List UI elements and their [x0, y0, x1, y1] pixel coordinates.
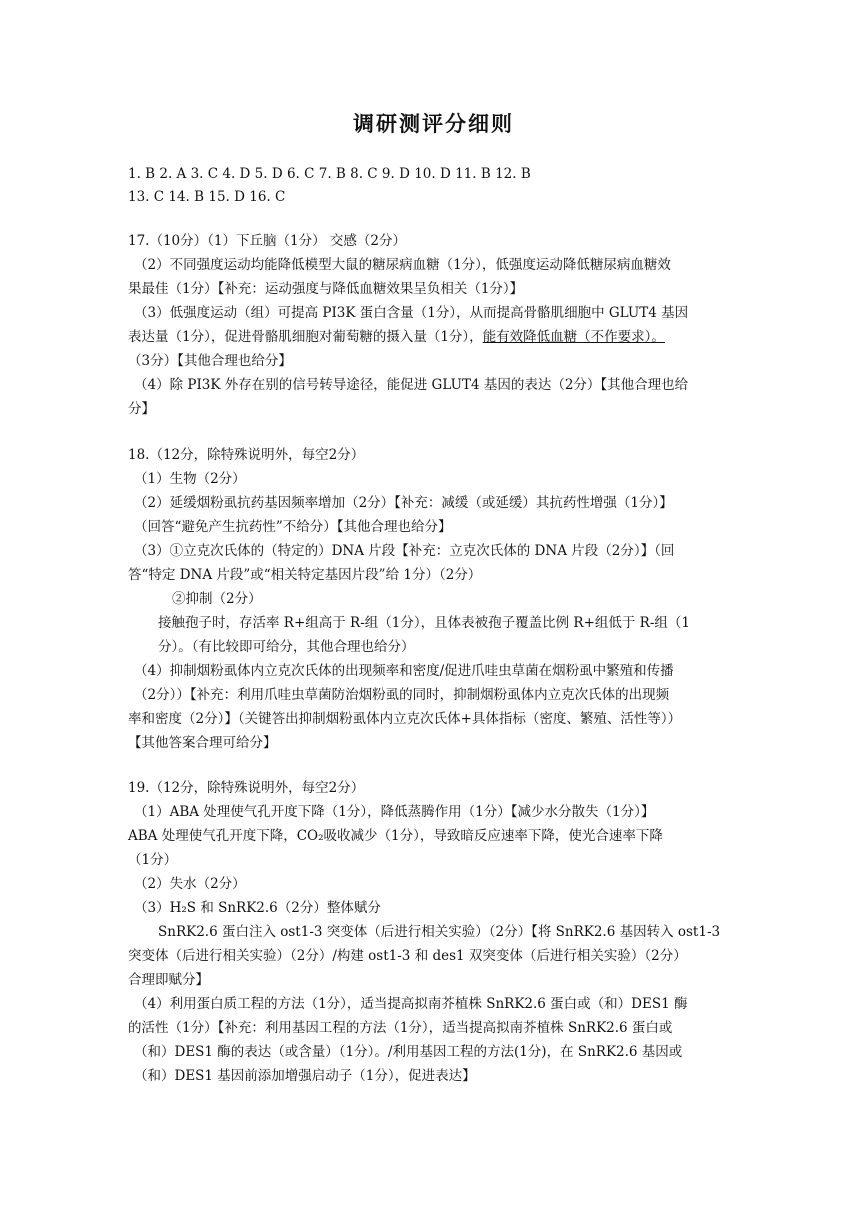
q17-line-5 — [128, 329, 665, 345]
q19-line-10: （4）利用蛋白质工程的方法（1分），适当提高拟南芥植株 SnRK2.6 蛋白或（和）DES1 酶 — [134, 996, 688, 1012]
q19-heading: 19.（12分，除特殊说明外，每空2分） — [128, 780, 365, 796]
q17-line-7: （4）除 PI3K 外存在别的信号转导途径，能促进 GLUT4 基因的表达（2分）【其他合理也给 — [134, 377, 689, 393]
q19-line-13: （和）DES1 基因前添加增强启动子（1分），促进表达】 — [134, 1068, 476, 1084]
q18-line-10: （4）抑制烟粉虱体内立克次氏体的出现频率和密度/促进爪哇虫草菌在烟粉虱中繁殖和传播 — [134, 663, 674, 679]
q17-line-2: （2）不同强度运动均能降低模型大鼠的糖尿病血糖（1分），低强度运动降低糖尿病血糖效 — [134, 257, 671, 273]
q18-line-3: （2）延缓烟粉虱抗药基因频率增加（2分）【补充：减缓（或延缓）其抗药性增强（1分）】 — [134, 495, 673, 511]
q17-heading: 17.（10分）（1）下丘脑（1分） 交感（2分） — [128, 233, 406, 249]
q18-line-12: 率和密度（2分）】（关键答出抑制烟粉虱体内立克次氏体+具体指标（密度、繁殖、活性等）） — [128, 711, 682, 727]
q18-line-9: 分）。（有比较即可给分，其他合理也给分） — [158, 639, 415, 655]
q18-line-11: （2分））【补充：利用爪哇虫草菌防治烟粉虱的同时，抑制烟粉虱体内立克次氏体的出现频 — [134, 687, 670, 703]
q19-line-9: 合理即赋分】 — [128, 972, 209, 988]
q19-line-2: （1）ABA 处理使气孔开度下降（1分），降低蒸腾作用（1分）【减少水分散失（1分）】 — [134, 804, 655, 820]
q18-line-4: （回答“避免产生抗药性”不给分）【其他合理也给分】 — [134, 519, 452, 535]
q18-line-5: （3）①立克次氏体的（特定的）DNA 片段【补充：立克次氏体的 DNA 片段（2分）】（回 — [134, 543, 675, 559]
q19-line-3: ABA 处理使气孔开度下降，CO₂吸收减少（1分），导致暗反应速率下降，使光合速率下降 — [128, 828, 663, 844]
q19-line-12: （和）DES1 酶的表达（或含量）（1分）。/利用基因工程的方法(1分)，在 SnRK2.6 基因或 — [134, 1044, 683, 1060]
q17-line-4: （3）低强度运动（组）可提高 PI3K 蛋白含量（1分），从而提高骨骼肌细胞中 GLUT4 基因 — [134, 305, 689, 321]
page-title: 调研测评分细则 — [353, 111, 514, 136]
q18-heading: 18.（12分，除特殊说明外，每空2分） — [128, 447, 365, 463]
q18-line-6: 答“特定 DNA 片段”或“相关特定基因片段”给 1分）（2分） — [128, 567, 482, 583]
q17-line-5-text: 表达量（1分），促进骨骼肌细胞对葡萄糖的摄入量（1分）， — [128, 329, 483, 345]
answer-line-1: 1. B 2. A 3. C 4. D 5. D 6. C 7. B 8. C 9. D 10. D 11. B 12. B — [128, 166, 531, 182]
answer-line-2: 13. C 14. B 15. D 16. C — [128, 189, 286, 205]
q19-line-11: 的活性（1分）【补充：利用基因工程的方法（1分），适当提高拟南芥植株 SnRK2.6 蛋白或 — [128, 1020, 673, 1036]
q18-line-7: ②抑制（2分） — [172, 591, 262, 607]
q19-line-7: SnRK2.6 蛋白注入 ost1-3 突变体（后进行相关实验）（2分）【将 SnRK2.6 基因转入 ost1-3 — [158, 924, 721, 940]
q19-line-8: 突变体（后进行相关实验）（2分）/构建 ost1-3 和 des1 双突变体（后进行相关实验）（2分） — [128, 948, 687, 964]
q18-line-2: （1）生物（2分） — [134, 471, 246, 487]
q19-line-5: （2）失水（2分） — [134, 876, 246, 892]
q19-line-4: （1分） — [128, 852, 178, 868]
q17-line-6: （3分）【其他合理也给分】 — [128, 353, 292, 369]
q17-line-8: 分】 — [128, 401, 155, 417]
q18-line-13: 【其他答案合理可给分】 — [128, 735, 277, 751]
q17-line-3: 果最佳（1分）【补充：运动强度与降低血糖效果呈负相关（1分）】 — [128, 281, 524, 297]
q19-line-6: （3）H₂S 和 SnRK2.6（2分）整体赋分 — [134, 900, 381, 916]
q17-underlined-note: 能有效降低血糖（不作要求）。 — [482, 329, 665, 345]
q18-line-8: 接触孢子时，存活率 R+组高于 R-组（1分），且体表被孢子覆盖比例 R+组低于 R-组（1 — [158, 615, 690, 631]
